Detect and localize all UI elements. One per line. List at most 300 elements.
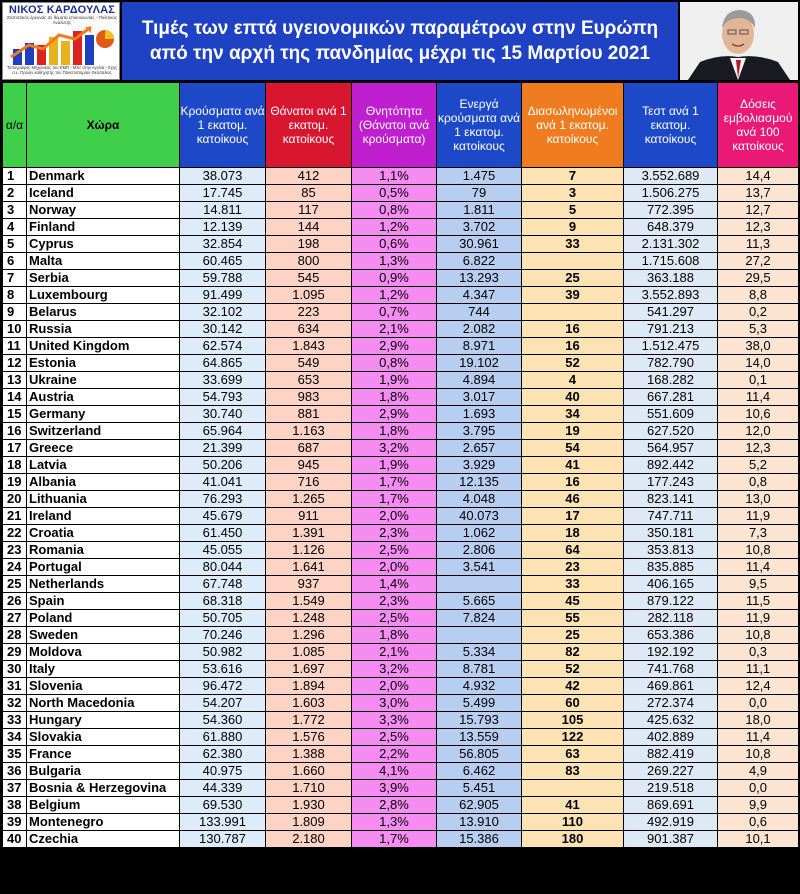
active-cases-cell: 13.293 xyxy=(437,270,522,287)
intubated-cell: 16 xyxy=(522,338,624,355)
deaths-cell: 1.095 xyxy=(266,287,352,304)
tests-cell: 353.813 xyxy=(624,542,718,559)
cases-cell: 53.616 xyxy=(180,661,266,678)
cases-cell: 38.073 xyxy=(180,168,266,185)
tests-cell: 1.506.275 xyxy=(624,185,718,202)
tests-cell: 469.861 xyxy=(624,678,718,695)
mortality-cell: 1,3% xyxy=(352,814,437,831)
deaths-cell: 549 xyxy=(266,355,352,372)
deaths-cell: 634 xyxy=(266,321,352,338)
mortality-cell: 0,8% xyxy=(352,202,437,219)
row-number: 16 xyxy=(3,423,27,440)
intubated-cell: 82 xyxy=(522,644,624,661)
row-number: 23 xyxy=(3,542,27,559)
vaccine-doses-cell: 0,3 xyxy=(718,644,799,661)
row-number: 31 xyxy=(3,678,27,695)
intubated-cell: 39 xyxy=(522,287,624,304)
tests-cell: 892.442 xyxy=(624,457,718,474)
vaccine-doses-cell: 10,8 xyxy=(718,746,799,763)
table-row xyxy=(3,185,799,202)
row-number: 26 xyxy=(3,593,27,610)
deaths-cell: 1.391 xyxy=(266,525,352,542)
active-cases-cell: 40.073 xyxy=(437,508,522,525)
cases-cell: 14.811 xyxy=(180,202,266,219)
cases-cell: 12.139 xyxy=(180,219,266,236)
mortality-cell: 1,7% xyxy=(352,491,437,508)
cases-cell: 62.574 xyxy=(180,338,266,355)
intubated-cell: 17 xyxy=(522,508,624,525)
tests-cell: 627.520 xyxy=(624,423,718,440)
active-cases-cell: 3.541 xyxy=(437,559,522,576)
vaccine-doses-cell: 0,8 xyxy=(718,474,799,491)
row-number: 14 xyxy=(3,389,27,406)
tests-cell: 772.395 xyxy=(624,202,718,219)
intubated-cell: 52 xyxy=(522,355,624,372)
title-line-2: από την αρχή της πανδημίας μέχρι τις 15 Μαρτίου 2021 xyxy=(149,43,651,64)
active-cases-cell: 30.961 xyxy=(437,236,522,253)
tests-cell: 406.165 xyxy=(624,576,718,593)
intubated-cell xyxy=(522,253,624,270)
active-cases-cell: 3.702 xyxy=(437,219,522,236)
active-cases-cell: 13.910 xyxy=(437,814,522,831)
cases-cell: 44.339 xyxy=(180,780,266,797)
intubated-cell xyxy=(522,304,624,321)
country-name: Lithuania xyxy=(27,491,180,508)
country-name: Poland xyxy=(27,610,180,627)
active-cases-cell: 79 xyxy=(437,185,522,202)
table-row xyxy=(3,202,799,219)
deaths-cell: 1.085 xyxy=(266,644,352,661)
table-row xyxy=(3,355,799,372)
deaths-cell: 1.710 xyxy=(266,780,352,797)
bar-chart-icon xyxy=(9,23,115,65)
tests-cell: 879.122 xyxy=(624,593,718,610)
vaccine-doses-cell: 11,9 xyxy=(718,610,799,627)
cases-cell: 61.880 xyxy=(180,729,266,746)
active-cases-cell: 4.932 xyxy=(437,678,522,695)
tests-cell: 1.512.475 xyxy=(624,338,718,355)
active-cases-cell: 5.334 xyxy=(437,644,522,661)
mortality-cell: 1,8% xyxy=(352,389,437,406)
country-name: Latvia xyxy=(27,457,180,474)
mortality-cell: 2,2% xyxy=(352,746,437,763)
table-row xyxy=(3,627,799,644)
tests-cell: 492.919 xyxy=(624,814,718,831)
deaths-cell: 1.843 xyxy=(266,338,352,355)
table-row xyxy=(3,491,799,508)
row-number: 13 xyxy=(3,372,27,389)
tests-cell: 741.768 xyxy=(624,661,718,678)
table-row xyxy=(3,746,799,763)
country-name: Cyprus xyxy=(27,236,180,253)
mortality-cell: 2,0% xyxy=(352,559,437,576)
intubated-cell: 180 xyxy=(522,831,624,848)
deaths-cell: 1.603 xyxy=(266,695,352,712)
vaccine-doses-cell: 0,1 xyxy=(718,372,799,389)
country-name: France xyxy=(27,746,180,763)
tests-cell: 791.213 xyxy=(624,321,718,338)
vaccine-doses-cell: 27,2 xyxy=(718,253,799,270)
vaccine-doses-cell: 0,0 xyxy=(718,780,799,797)
country-name: Ukraine xyxy=(27,372,180,389)
intubated-cell: 23 xyxy=(522,559,624,576)
active-cases-cell: 4.347 xyxy=(437,287,522,304)
country-name: Greece xyxy=(27,440,180,457)
deaths-cell: 198 xyxy=(266,236,352,253)
row-number: 24 xyxy=(3,559,27,576)
deaths-cell: 117 xyxy=(266,202,352,219)
header-intubated: Διασωληνωμένοι ανά 1 εκατομ. κατοίκους xyxy=(522,83,624,168)
tests-cell: 823.141 xyxy=(624,491,718,508)
table-row xyxy=(3,695,799,712)
cases-cell: 40.975 xyxy=(180,763,266,780)
row-number: 12 xyxy=(3,355,27,372)
country-name: Belgium xyxy=(27,797,180,814)
active-cases-cell: 2.806 xyxy=(437,542,522,559)
table-row xyxy=(3,644,799,661)
vaccine-doses-cell: 4,9 xyxy=(718,763,799,780)
intubated-cell: 3 xyxy=(522,185,624,202)
row-number: 11 xyxy=(3,338,27,355)
country-name: Finland xyxy=(27,219,180,236)
mortality-cell: 3,2% xyxy=(352,440,437,457)
active-cases-cell: 19.102 xyxy=(437,355,522,372)
active-cases-cell: 8.971 xyxy=(437,338,522,355)
table-row xyxy=(3,576,799,593)
table-row xyxy=(3,593,799,610)
table-row xyxy=(3,831,799,848)
intubated-cell: 105 xyxy=(522,712,624,729)
vaccine-doses-cell: 11,3 xyxy=(718,236,799,253)
mortality-cell: 1,7% xyxy=(352,831,437,848)
row-number: 38 xyxy=(3,797,27,814)
country-name: Spain xyxy=(27,593,180,610)
mortality-cell: 2,0% xyxy=(352,678,437,695)
country-name: Malta xyxy=(27,253,180,270)
deaths-cell: 1.697 xyxy=(266,661,352,678)
deaths-cell: 1.549 xyxy=(266,593,352,610)
intubated-cell: 64 xyxy=(522,542,624,559)
row-number: 3 xyxy=(3,202,27,219)
active-cases-cell: 6.462 xyxy=(437,763,522,780)
cases-cell: 69.530 xyxy=(180,797,266,814)
mortality-cell: 0,7% xyxy=(352,304,437,321)
mortality-cell: 3,0% xyxy=(352,695,437,712)
row-number: 6 xyxy=(3,253,27,270)
country-name: Bosnia & Herzegovina xyxy=(27,780,180,797)
cases-cell: 50.705 xyxy=(180,610,266,627)
row-number: 30 xyxy=(3,661,27,678)
intubated-cell: 25 xyxy=(522,270,624,287)
country-name: Bulgaria xyxy=(27,763,180,780)
cases-cell: 32.102 xyxy=(180,304,266,321)
table-row xyxy=(3,525,799,542)
header-number: α/α xyxy=(3,83,27,168)
cases-cell: 45.055 xyxy=(180,542,266,559)
table-row xyxy=(3,780,799,797)
row-number: 15 xyxy=(3,406,27,423)
row-number: 33 xyxy=(3,712,27,729)
active-cases-cell: 6.822 xyxy=(437,253,522,270)
row-number: 34 xyxy=(3,729,27,746)
table-row xyxy=(3,457,799,474)
cases-cell: 65.964 xyxy=(180,423,266,440)
cases-cell: 50.982 xyxy=(180,644,266,661)
table-row xyxy=(3,542,799,559)
mortality-cell: 2,8% xyxy=(352,797,437,814)
cases-cell: 21.399 xyxy=(180,440,266,457)
deaths-cell: 2.180 xyxy=(266,831,352,848)
cases-cell: 32.854 xyxy=(180,236,266,253)
vaccine-doses-cell: 38,0 xyxy=(718,338,799,355)
mortality-cell: 2,5% xyxy=(352,610,437,627)
header-tests: Τεστ ανά 1 εκατομ. κατοίκους xyxy=(624,83,718,168)
row-number: 22 xyxy=(3,525,27,542)
top-banner xyxy=(0,0,800,82)
vaccine-doses-cell: 10,1 xyxy=(718,831,799,848)
mortality-cell: 4,1% xyxy=(352,763,437,780)
tests-cell: 901.387 xyxy=(624,831,718,848)
row-number: 36 xyxy=(3,763,27,780)
intubated-cell: 41 xyxy=(522,797,624,814)
tests-cell: 168.282 xyxy=(624,372,718,389)
deaths-cell: 937 xyxy=(266,576,352,593)
cases-cell: 130.787 xyxy=(180,831,266,848)
country-name: Slovakia xyxy=(27,729,180,746)
tests-cell: 2.131.302 xyxy=(624,236,718,253)
cases-cell: 67.748 xyxy=(180,576,266,593)
mortality-cell: 0,6% xyxy=(352,236,437,253)
tests-cell: 667.281 xyxy=(624,389,718,406)
table-row xyxy=(3,678,799,695)
tests-cell: 3.552.689 xyxy=(624,168,718,185)
table-row xyxy=(3,270,799,287)
cases-cell: 54.793 xyxy=(180,389,266,406)
table-row xyxy=(3,661,799,678)
active-cases-cell: 15.386 xyxy=(437,831,522,848)
country-name: Austria xyxy=(27,389,180,406)
table-row xyxy=(3,712,799,729)
active-cases-cell: 2.082 xyxy=(437,321,522,338)
cases-cell: 54.207 xyxy=(180,695,266,712)
active-cases-cell: 3.929 xyxy=(437,457,522,474)
mortality-cell: 2,3% xyxy=(352,593,437,610)
tests-cell: 402.889 xyxy=(624,729,718,746)
mortality-cell: 1,8% xyxy=(352,627,437,644)
active-cases-cell: 8.781 xyxy=(437,661,522,678)
row-number: 21 xyxy=(3,508,27,525)
tests-cell: 869.691 xyxy=(624,797,718,814)
mortality-cell: 1,8% xyxy=(352,423,437,440)
intubated-cell: 55 xyxy=(522,610,624,627)
table-row xyxy=(3,253,799,270)
tests-cell: 272.374 xyxy=(624,695,718,712)
row-number: 9 xyxy=(3,304,27,321)
tests-cell: 269.227 xyxy=(624,763,718,780)
deaths-cell: 716 xyxy=(266,474,352,491)
vaccine-doses-cell: 10,8 xyxy=(718,627,799,644)
deaths-cell: 223 xyxy=(266,304,352,321)
table-row xyxy=(3,321,799,338)
active-cases-cell xyxy=(437,627,522,644)
intubated-cell: 41 xyxy=(522,457,624,474)
deaths-cell: 687 xyxy=(266,440,352,457)
deaths-cell: 1.772 xyxy=(266,712,352,729)
country-name: Montenegro xyxy=(27,814,180,831)
vaccine-doses-cell: 0,2 xyxy=(718,304,799,321)
row-number: 4 xyxy=(3,219,27,236)
table-row xyxy=(3,729,799,746)
row-number: 17 xyxy=(3,440,27,457)
country-name: Romania xyxy=(27,542,180,559)
cases-cell: 76.293 xyxy=(180,491,266,508)
active-cases-cell: 1.475 xyxy=(437,168,522,185)
tests-cell: 882.419 xyxy=(624,746,718,763)
country-name: Iceland xyxy=(27,185,180,202)
intubated-cell: 33 xyxy=(522,236,624,253)
intubated-cell: 42 xyxy=(522,678,624,695)
country-name: Denmark xyxy=(27,168,180,185)
vaccine-doses-cell: 14,0 xyxy=(718,355,799,372)
logo-name: ΝΙΚΟΣ ΚΑΡΔΟΥΛΑΣ xyxy=(8,4,116,16)
vaccine-doses-cell: 11,9 xyxy=(718,508,799,525)
active-cases-cell: 4.048 xyxy=(437,491,522,508)
mortality-cell: 2,1% xyxy=(352,321,437,338)
intubated-cell: 33 xyxy=(522,576,624,593)
vaccine-doses-cell: 5,3 xyxy=(718,321,799,338)
vaccine-doses-cell: 12,0 xyxy=(718,423,799,440)
tests-cell: 350.181 xyxy=(624,525,718,542)
deaths-cell: 983 xyxy=(266,389,352,406)
country-name: Luxembourg xyxy=(27,287,180,304)
country-name: Serbia xyxy=(27,270,180,287)
mortality-cell: 0,8% xyxy=(352,355,437,372)
cases-cell: 45.679 xyxy=(180,508,266,525)
active-cases-cell: 1.062 xyxy=(437,525,522,542)
country-name: Switzerland xyxy=(27,423,180,440)
country-name: Norway xyxy=(27,202,180,219)
intubated-cell: 45 xyxy=(522,593,624,610)
country-name: Netherlands xyxy=(27,576,180,593)
header-active-cases: Ενεργά κρούσματα ανά 1 εκατομ. κατοίκους xyxy=(437,83,522,168)
country-name: Slovenia xyxy=(27,678,180,695)
mortality-cell: 1,9% xyxy=(352,372,437,389)
cases-cell: 41.041 xyxy=(180,474,266,491)
country-name: Russia xyxy=(27,321,180,338)
row-number: 27 xyxy=(3,610,27,627)
vaccine-doses-cell: 11,4 xyxy=(718,729,799,746)
intubated-cell: 60 xyxy=(522,695,624,712)
intubated-cell: 25 xyxy=(522,627,624,644)
tests-cell: 177.243 xyxy=(624,474,718,491)
row-number: 37 xyxy=(3,780,27,797)
logo-footer: Τοπογράφος Μηχανικός του ΕΜΠ - MSc στην Αγγλία - Σχης σ.ε. Πρώην καθηγητής του Πανεπιστημίου Θεσσαλίας xyxy=(6,65,118,75)
table-row xyxy=(3,610,799,627)
mortality-cell: 1,4% xyxy=(352,576,437,593)
intubated-cell: 5 xyxy=(522,202,624,219)
table-row xyxy=(3,287,799,304)
row-number: 19 xyxy=(3,474,27,491)
row-number: 8 xyxy=(3,287,27,304)
country-name: Croatia xyxy=(27,525,180,542)
mortality-cell: 1,9% xyxy=(352,457,437,474)
mortality-cell: 2,1% xyxy=(352,644,437,661)
row-number: 28 xyxy=(3,627,27,644)
mortality-cell: 1,7% xyxy=(352,474,437,491)
cases-cell: 50.206 xyxy=(180,457,266,474)
tests-cell: 653.386 xyxy=(624,627,718,644)
table-row xyxy=(3,814,799,831)
vaccine-doses-cell: 12,7 xyxy=(718,202,799,219)
row-number: 39 xyxy=(3,814,27,831)
tests-cell: 219.518 xyxy=(624,780,718,797)
row-number: 35 xyxy=(3,746,27,763)
cases-cell: 133.991 xyxy=(180,814,266,831)
author-photo xyxy=(680,2,798,80)
tests-cell: 835.885 xyxy=(624,559,718,576)
mortality-cell: 1,2% xyxy=(352,219,437,236)
mortality-cell: 2,9% xyxy=(352,406,437,423)
deaths-cell: 1.930 xyxy=(266,797,352,814)
country-name: Portugal xyxy=(27,559,180,576)
logo-subtitle: Στατιστικός έρευνας σε θέματα επικοινωνίας - Πολιτικός Αναλυτής xyxy=(6,15,118,25)
table-row xyxy=(3,236,799,253)
mortality-cell: 3,3% xyxy=(352,712,437,729)
header-mortality: Θνητότητα (Θάνατοι ανά κρούσματα) xyxy=(352,83,437,168)
active-cases-cell: 12.135 xyxy=(437,474,522,491)
table-row xyxy=(3,508,799,525)
row-number: 1 xyxy=(3,168,27,185)
deaths-cell: 144 xyxy=(266,219,352,236)
cases-cell: 61.450 xyxy=(180,525,266,542)
active-cases-cell: 13.559 xyxy=(437,729,522,746)
mortality-cell: 3,9% xyxy=(352,780,437,797)
header-country: Χώρα xyxy=(27,83,180,168)
active-cases-cell: 56.805 xyxy=(437,746,522,763)
cases-cell: 59.788 xyxy=(180,270,266,287)
portrait-image xyxy=(680,2,798,80)
country-name: Italy xyxy=(27,661,180,678)
country-name: Belarus xyxy=(27,304,180,321)
deaths-cell: 1.576 xyxy=(266,729,352,746)
country-name: Sweden xyxy=(27,627,180,644)
active-cases-cell: 1.693 xyxy=(437,406,522,423)
mortality-cell: 3,2% xyxy=(352,661,437,678)
vaccine-doses-cell: 11,4 xyxy=(718,559,799,576)
deaths-cell: 1.660 xyxy=(266,763,352,780)
vaccine-doses-cell: 12,4 xyxy=(718,678,799,695)
tests-cell: 3.552.893 xyxy=(624,287,718,304)
cases-cell: 17.745 xyxy=(180,185,266,202)
active-cases-cell: 15.793 xyxy=(437,712,522,729)
cases-cell: 33.699 xyxy=(180,372,266,389)
active-cases-cell: 5.499 xyxy=(437,695,522,712)
tests-cell: 541.297 xyxy=(624,304,718,321)
header-cases: Κρούσματα ανά 1 εκατομ. κατοίκους xyxy=(180,83,266,168)
vaccine-doses-cell: 29,5 xyxy=(718,270,799,287)
table-row xyxy=(3,372,799,389)
mortality-cell: 2,0% xyxy=(352,508,437,525)
deaths-cell: 911 xyxy=(266,508,352,525)
active-cases-cell: 5.451 xyxy=(437,780,522,797)
title-line-1: Τιμές των επτά υγειονομικών παραμέτρων στην Ευρώπη xyxy=(141,18,659,39)
cases-cell: 30.142 xyxy=(180,321,266,338)
tests-cell: 564.957 xyxy=(624,440,718,457)
cases-cell: 80.044 xyxy=(180,559,266,576)
deaths-cell: 1.296 xyxy=(266,627,352,644)
row-number: 18 xyxy=(3,457,27,474)
country-name: North Macedonia xyxy=(27,695,180,712)
